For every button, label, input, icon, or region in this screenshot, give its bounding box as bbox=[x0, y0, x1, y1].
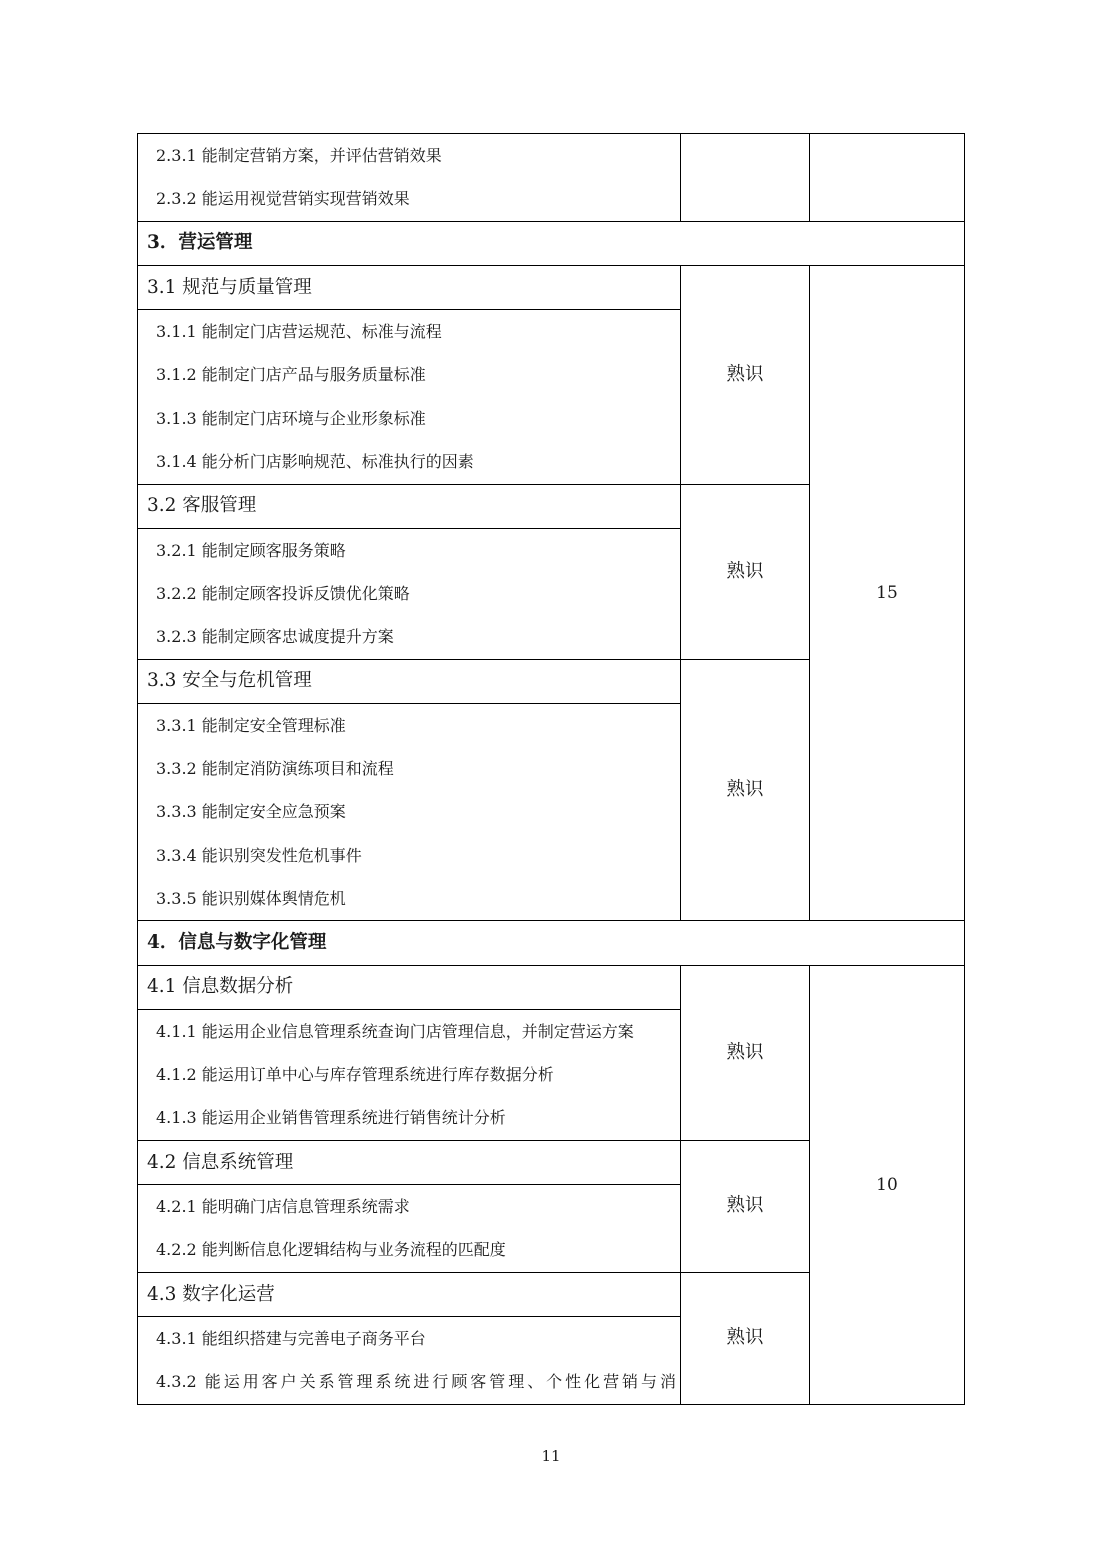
weight-cell: 10 bbox=[876, 1175, 898, 1195]
list-item: 4.1.3 能运用企业销售管理系统进行销售统计分析 bbox=[156, 1108, 506, 1127]
list-item: 4.1.1 能运用企业信息管理系统查询门店管理信息，并制定营运方案 bbox=[156, 1022, 634, 1041]
list-item: 2.3.1 能制定营销方案，并评估营销效果 bbox=[156, 146, 442, 165]
level-cell: 熟识 bbox=[726, 1327, 764, 1348]
level-cell: 熟识 bbox=[726, 561, 764, 582]
list-item: 3.3.2 能制定消防演练项目和流程 bbox=[156, 759, 394, 778]
list-item: 3.2.1 能制定顾客服务策略 bbox=[156, 541, 346, 560]
list-item: 3.2.2 能制定顾客投诉反馈优化策略 bbox=[156, 584, 410, 603]
list-item: 3.3.5 能识别媒体舆情危机 bbox=[156, 889, 346, 908]
page-number: 11 bbox=[541, 1447, 561, 1465]
list-item: 4.1.2 能运用订单中心与库存管理系统进行库存数据分析 bbox=[156, 1065, 554, 1084]
list-item: 4.3.2 能运用客户关系管理系统进行顾客管理、个性化营销与消 bbox=[156, 1372, 676, 1391]
list-item: 3.3.4 能识别突发性危机事件 bbox=[156, 846, 362, 865]
section-title: 3．营运管理 bbox=[147, 232, 253, 253]
group-title: 4.2 信息系统管理 bbox=[147, 1152, 294, 1173]
group-title: 4.3 数字化运营 bbox=[147, 1284, 275, 1305]
group-title: 3.2 客服管理 bbox=[147, 495, 257, 516]
group-title: 3.1 规范与质量管理 bbox=[147, 277, 312, 298]
list-item: 4.2.1 能明确门店信息管理系统需求 bbox=[156, 1197, 410, 1216]
list-item: 3.1.3 能制定门店环境与企业形象标准 bbox=[156, 409, 426, 428]
list-item: 4.2.2 能判断信息化逻辑结构与业务流程的匹配度 bbox=[156, 1240, 506, 1259]
list-item: 3.3.3 能制定安全应急预案 bbox=[156, 802, 346, 821]
list-item: 4.3.1 能组织搭建与完善电子商务平台 bbox=[156, 1329, 426, 1348]
level-cell: 熟识 bbox=[726, 1042, 764, 1063]
list-item: 3.2.3 能制定顾客忠诚度提升方案 bbox=[156, 627, 394, 646]
list-item: 3.1.2 能制定门店产品与服务质量标准 bbox=[156, 365, 426, 384]
list-item: 3.1.4 能分析门店影响规范、标准执行的因素 bbox=[156, 452, 474, 471]
group-title: 4.1 信息数据分析 bbox=[147, 976, 294, 997]
section-title: 4．信息与数字化管理 bbox=[147, 932, 327, 953]
list-item: 3.1.1 能制定门店营运规范、标准与流程 bbox=[156, 322, 442, 341]
level-cell: 熟识 bbox=[726, 364, 764, 385]
group-title: 3.3 安全与危机管理 bbox=[147, 670, 312, 691]
level-cell: 熟识 bbox=[726, 1195, 764, 1216]
weight-cell: 15 bbox=[876, 583, 898, 603]
list-item: 2.3.2 能运用视觉营销实现营销效果 bbox=[156, 189, 410, 208]
list-item: 3.3.1 能制定安全管理标准 bbox=[156, 716, 346, 735]
level-cell: 熟识 bbox=[726, 779, 764, 800]
